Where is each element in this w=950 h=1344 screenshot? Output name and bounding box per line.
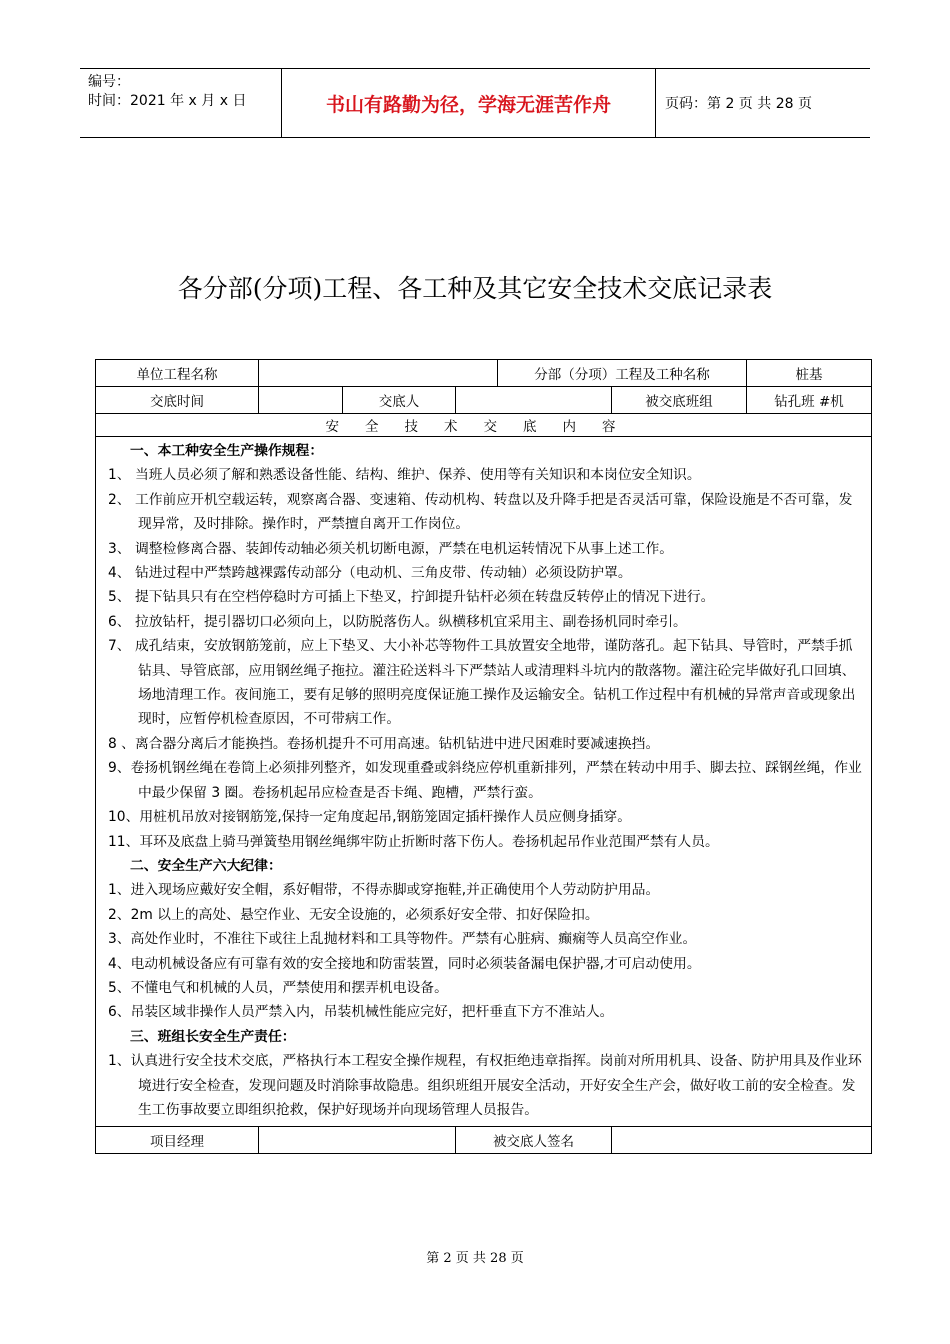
section-title: 三、班组长安全生产责任： [130,1028,296,1045]
list-item: 4、 钻进过程中严禁跨越裸露传动部分（电动机、三角皮带、传动轴）必须设防护罩。 [108,565,632,582]
page-footer: 第 2 页 共 28 页 [426,1251,524,1266]
list-item: 5、 提下钻具只有在空档停稳时方可插上下垫叉，拧卸提升钻杆必须在转盘反转停止的情况下进行。 [108,589,715,606]
table-row [96,360,872,387]
table-row [96,1127,872,1154]
unit-name-label: 单位工程名称 [96,360,259,387]
list-item: 7、 成孔结束，安放钢筋笼前，应上下垫叉、大小补芯等物件工具放置安全地带，谨防落孔。起下钻具、导管时，严禁手抓钻具、导管底部，应用钢丝绳子拖拉。灌注砼送料斗下严禁站人或清理料斗坑内的散落物。灌注砼完毕做好孔口回填、场地清理工作。夜间施工，要有足够的照明亮度保证施工操作及运输安全。钻机工作过程中有机械的异常声音或现象出现时，应暂停机检查原因，不可带病工作。 [108,638,856,728]
signee-label: 被交底人签名 [456,1127,612,1154]
list-item: 5、不懂电气和机械的人员，严禁使用和摆弄机电设备。 [108,979,448,996]
list-item: 6、吊装区域非操作人员严禁入内，吊装机械性能应完好，把杆垂直下方不准站人。 [108,1004,614,1021]
list-item: 3、高处作业时，不准往下或往上乱抛材料和工具等物件。严禁有心脏病、癫痫等人员高空作业。 [108,931,697,948]
document-time: 时间：2021 年 x 月 x 日 [88,93,247,109]
content-body [96,437,872,1127]
header-page-info: 页码：第 2 页 共 28 页 [665,96,812,112]
document-number: 编号： [88,74,130,90]
page-header [80,68,870,138]
disclosure-table [95,359,872,1154]
list-item: 6、 拉放钻杆，提引器切口必须向上，以防脱落伤人。纵横移机宜采用主、副卷扬机同时牵引。 [108,613,687,630]
team-value: 钻孔班 #机 [747,387,872,414]
time-value[interactable] [259,387,343,414]
list-item: 1、进入现场应戴好安全帽，系好帽带，不得赤脚或穿拖鞋,并正确使用个人劳动防护用品。 [108,882,660,899]
header-meta [88,73,246,111]
page-title: 各分部(分项)工程、各工种及其它安全技术交底记录表 [177,274,773,303]
list-item: 3、 调整检修离合器、装卸传动轴必须关机切断电源，严禁在电机运转情况下从事上述工作。 [108,540,674,557]
table-row [96,437,872,1127]
list-item: 11、耳环及底盘上骑马弹簧垫用钢丝绳绑牢防止折断时落下伤人。卷扬机起吊作业范围严禁有人员。 [108,833,719,850]
section-title: 二、安全生产六大纪律： [130,857,282,874]
signee-signature[interactable] [612,1127,872,1154]
list-item: 1、 当班人员必须了解和熟悉设备性能、结构、维护、保养、使用等有关知识和本岗位安全知识。 [108,467,701,484]
discloser-value[interactable] [456,387,612,414]
list-item: 8 、离合器分离后才能换挡。卷扬机提升不可用高速。钻机钻进中进尺困难时要减速换挡。 [108,735,660,752]
sub-project-value: 桩基 [747,360,872,387]
sub-project-label: 分部（分项）工程及工种名称 [498,360,747,387]
list-item: 9、卷扬机钢丝绳在卷筒上必须排列整齐，如发现重叠或斜绕应停机重新排列，严禁在转动中用手、脚去拉、踩钢丝绳，作业中最少保留 3 圈。卷扬机起吊应检查是否卡绳、跑槽，严禁行蛮。 [108,760,862,801]
table-row [96,414,872,437]
team-label: 被交底班组 [612,387,747,414]
section-title: 一、本工种安全生产操作规程： [130,443,324,459]
list-item: 10、用桩机吊放对接钢筋笼,保持一定角度起吊,钢筋笼固定插杆操作人员应侧身插穿。 [108,809,632,826]
header-motto: 书山有路勤为径，学海无涯苦作舟 [281,69,656,137]
discloser-label: 交底人 [343,387,456,414]
list-item: 2、2m 以上的高处、悬空作业、无安全设施的，必须系好安全带、扣好保险扣。 [108,906,599,923]
content-header: 安全技术交底内容 [96,414,872,437]
table-row [96,387,872,414]
time-label: 交底时间 [96,387,259,414]
list-item: 1、认真进行安全技术交底，严格执行本工程安全操作规程，有权拒绝违章指挥。岗前对所用机具、设备、防护用具及作业环境进行安全检查，发现问题及时消除事故隐患。组织班组开展安全活动，开好安全生产会，做好收工前的安全检查。发生工伤事故要立即组织抢救，保护好现场并向现场管理人员报告。 [108,1053,862,1118]
list-item: 2、 工作前应开机空载运转，观察离合器、变速箱、传动机构、转盘以及升降手把是否灵活可靠，保险设施是不否可靠，发现异常，及时排除。操作时，严禁擅自离开工作岗位。 [108,491,853,533]
list-item: 4、电动机械设备应有可靠有效的安全接地和防雷装置，同时必须装备漏电保护器,才可启动使用。 [108,955,701,972]
pm-label: 项目经理 [96,1127,259,1154]
pm-signature[interactable] [259,1127,456,1154]
unit-name-value[interactable] [259,360,498,387]
